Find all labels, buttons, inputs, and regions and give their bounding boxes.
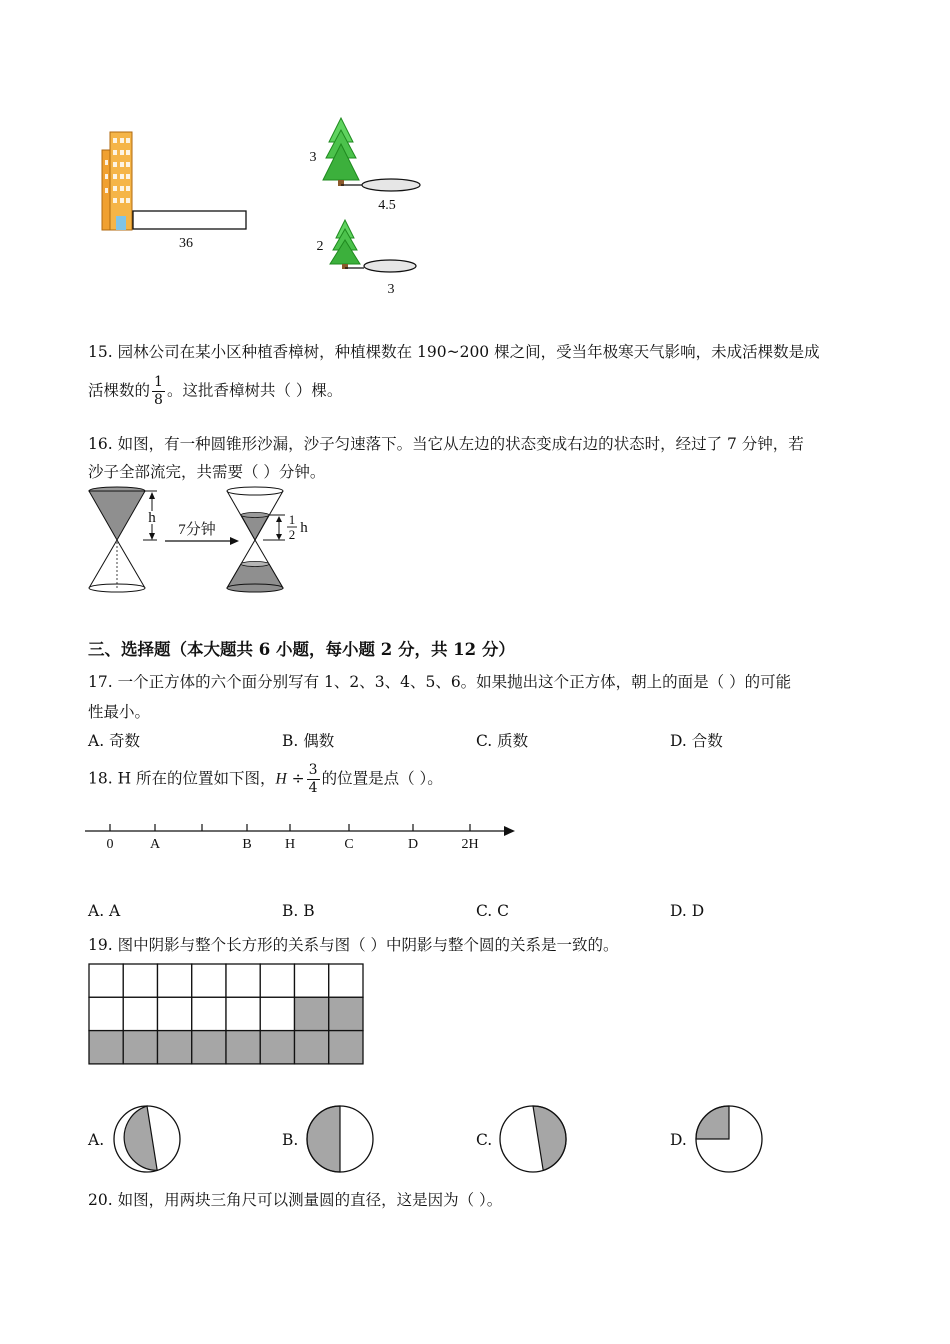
axis-label-h: H: [284, 837, 296, 852]
tree1-shadow: [362, 179, 420, 191]
q19-option-c-letter[interactable]: C.: [476, 1131, 493, 1149]
tree1-shadow-label: 4.5: [378, 198, 396, 213]
grid-cell: [226, 997, 260, 1030]
grid-cell: [329, 964, 363, 997]
q19-option-a-letter[interactable]: A.: [88, 1131, 105, 1149]
q18-option-b[interactable]: B. B: [282, 902, 315, 920]
q19-option-d-circle[interactable]: [694, 1104, 764, 1174]
q19-option-a-circle[interactable]: [112, 1104, 182, 1174]
grid-cell-shaded: [123, 1031, 157, 1064]
grid-cell-shaded: [329, 1031, 363, 1064]
q16-line1: 16. 如图，有一种圆锥形沙漏，沙子匀速落下。当它从左边的状态变成右边的状态时，经过了 7 分钟，若: [88, 435, 804, 453]
q15-line1: 15. 园林公司在某小区种植香樟树，种植棵数在 190~200 棵之间，受当年极寒天气影响，未成活棵数是成: [88, 343, 820, 361]
number-line: [85, 818, 525, 858]
q18-expr-h: H: [275, 770, 287, 788]
axis-label-b: B: [242, 837, 252, 852]
building-shadow: [133, 211, 246, 229]
grid-cell-shaded: [226, 1031, 260, 1064]
q17-line2: 性最小。: [88, 703, 151, 721]
tree-icon: [330, 220, 360, 269]
q17-option-c[interactable]: C. 质数: [476, 732, 529, 750]
q15-fraction: $\frac{1}{8}$: [154, 374, 163, 408]
grid-cell: [123, 964, 157, 997]
grid-cell: [158, 964, 192, 997]
grid-cell-shaded: [158, 1031, 192, 1064]
axis-label-0: 0: [106, 837, 114, 852]
shaded-grid: [88, 963, 364, 1065]
axis-label-d: D: [407, 837, 419, 852]
q19-option-d-letter[interactable]: D.: [670, 1131, 687, 1149]
q17-option-b[interactable]: B. 偶数: [282, 732, 335, 750]
axis-label-c: C: [344, 837, 354, 852]
grid-cell: [89, 997, 123, 1030]
grid-cell-shaded: [192, 1031, 226, 1064]
hourglass-half-den: 2: [288, 527, 296, 542]
grid-cell: [260, 997, 294, 1030]
hourglass-time-label: 7分钟: [178, 522, 216, 538]
building-icon: [102, 132, 132, 230]
q18-option-d[interactable]: D. D: [670, 902, 705, 920]
q17-option-a[interactable]: A. 奇数: [88, 732, 141, 750]
q17-option-d[interactable]: D. 合数: [670, 732, 723, 750]
hourglass-half-num: 1: [288, 512, 296, 527]
shadow-figure: [90, 110, 450, 310]
tree2-shadow-label: 3: [387, 282, 395, 297]
grid-cell-shaded: [260, 1031, 294, 1064]
q18-expr-div: ÷: [291, 769, 305, 788]
tree1-height-label: 3: [309, 150, 317, 165]
q18-suffix: 的位置是点（ ）。: [321, 769, 443, 788]
q18-option-a[interactable]: A. A: [88, 902, 121, 920]
grid-cell: [89, 964, 123, 997]
grid-cell-shaded: [89, 1031, 123, 1064]
grid-cell-shaded: [295, 1031, 329, 1064]
q18-option-c[interactable]: C. C: [476, 902, 510, 920]
q16-line2: 沙子全部流完，共需要（ ）分钟。: [88, 463, 326, 481]
building-shadow-label: 36: [179, 236, 193, 251]
q17-line1: 17. 一个正方体的六个面分别写有 1、2、3、4、5、6。如果抛出这个正方体，朝上的面是（ ）的可能: [88, 673, 792, 691]
grid-cell: [158, 997, 192, 1030]
grid-cell: [192, 964, 226, 997]
tree2-shadow: [364, 260, 416, 272]
tree2-height-label: 2: [316, 239, 324, 254]
tree-icon: [323, 118, 359, 186]
q18-line: [88, 762, 443, 797]
grid-cell-shaded: [329, 997, 363, 1030]
q19-option-b-letter[interactable]: B.: [282, 1131, 299, 1149]
hourglass-half-h: h: [300, 520, 308, 536]
axis-label-a: A: [149, 837, 161, 852]
grid-cell: [123, 997, 157, 1030]
q19-option-b-circle[interactable]: [305, 1104, 375, 1174]
q18-fraction: $\frac{3}{4}$: [308, 762, 318, 796]
q15-prefix: 活棵数的: [88, 381, 151, 400]
grid-cell: [260, 964, 294, 997]
hourglass-figure: [85, 484, 325, 596]
hourglass-h-label: h: [148, 510, 156, 526]
grid-cell: [295, 964, 329, 997]
q19-option-c-circle[interactable]: [498, 1104, 568, 1174]
axis-label-2h: 2H: [461, 837, 479, 852]
section-title: 三、选择题（本大题共 6 小题，每小题 2 分，共 12 分）: [88, 640, 515, 659]
q19-text: 19. 图中阴影与整个长方形的关系与图（ ）中阴影与整个圆的关系是一致的。: [88, 936, 619, 954]
q15-suffix: 。这批香樟树共（ ）棵。: [166, 381, 343, 400]
grid-cell: [226, 964, 260, 997]
q15-line2: [88, 374, 342, 409]
grid-cell-shaded: [295, 997, 329, 1030]
q18-prefix: 18. H 所在的位置如下图，: [88, 769, 276, 788]
q20-text: 20. 如图，用两块三角尺可以测量圆的直径，这是因为（ ）。: [88, 1191, 503, 1209]
grid-cell: [192, 997, 226, 1030]
